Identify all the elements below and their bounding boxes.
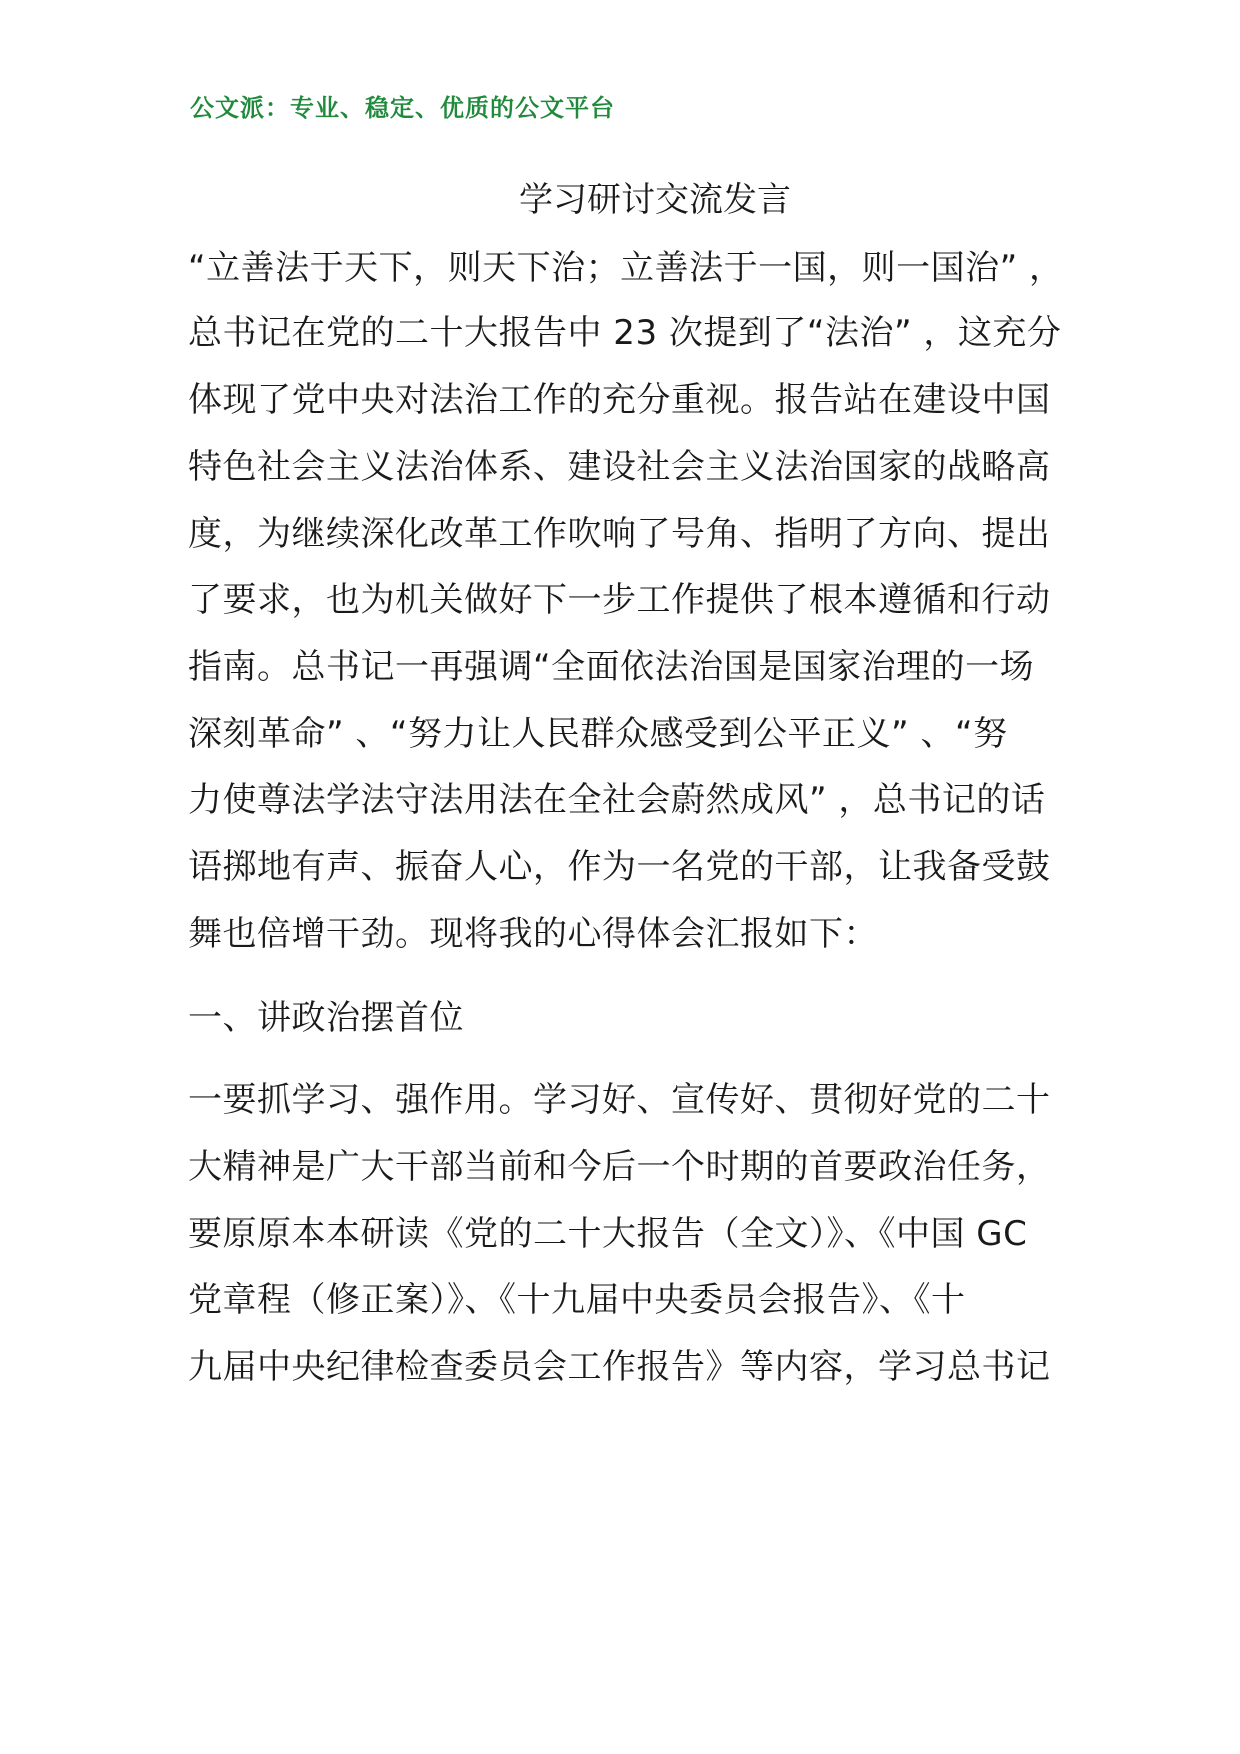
body-line: 力使尊法学法守法用法在全社会蔚然成风” ，总书记的话 (188, 780, 1046, 820)
body-line: 九届中央纪律检查委员会工作报告》等内容，学习总书记 (188, 1347, 1051, 1387)
body-line: 语掷地有声、振奋人心，作为一名党的干部，让我备受鼓 (188, 847, 1051, 887)
body-line: 体现了党中央对法治工作的充分重视。报告站在建设中国 (188, 380, 1051, 420)
body-line: 一要抓学习、强作用。学习好、宣传好、贯彻好党的二十 (188, 1080, 1051, 1120)
body-line: 舞也倍增干劲。现将我的心得体会汇报如下： (188, 914, 878, 954)
body-line: 党章程（修正案）》、《十九届中央委员会报告》、《十 (188, 1280, 966, 1320)
body-line: 了要求，也为机关做好下一步工作提供了根本遵循和行动 (188, 580, 1051, 620)
body-line: 指南。总书记一再强调“全面依法治国是国家治理的一场 (188, 647, 1035, 687)
body-line: 要原原本本研读《党的二十大报告（全文）》、《中国 GC (188, 1214, 1028, 1254)
document-title: 学习研讨交流发言 (519, 180, 791, 220)
body-line: “立善法于天下，则天下治；立善法于一国，则一国治” ， (188, 248, 1064, 288)
body-line: 深刻革命” 、“努力让人民群众感受到公平正义” 、“努 (188, 714, 1008, 754)
body-line: 度，为继续深化改革工作吹响了号角、指明了方向、提出 (188, 514, 1051, 554)
body-line: 总书记在党的二十大报告中 23 次提到了“法治” ，这充分 (188, 313, 1062, 353)
body-line: 特色社会主义法治体系、建设社会主义法治国家的战略高 (188, 447, 1051, 487)
section-heading: 一、讲政治摆首位 (188, 998, 464, 1038)
header-brand: 公文派：专业、稳定、优质的公文平台 (190, 94, 615, 122)
body-line: 大精神是广大干部当前和今后一个时期的首要政治任务， (188, 1147, 1051, 1187)
